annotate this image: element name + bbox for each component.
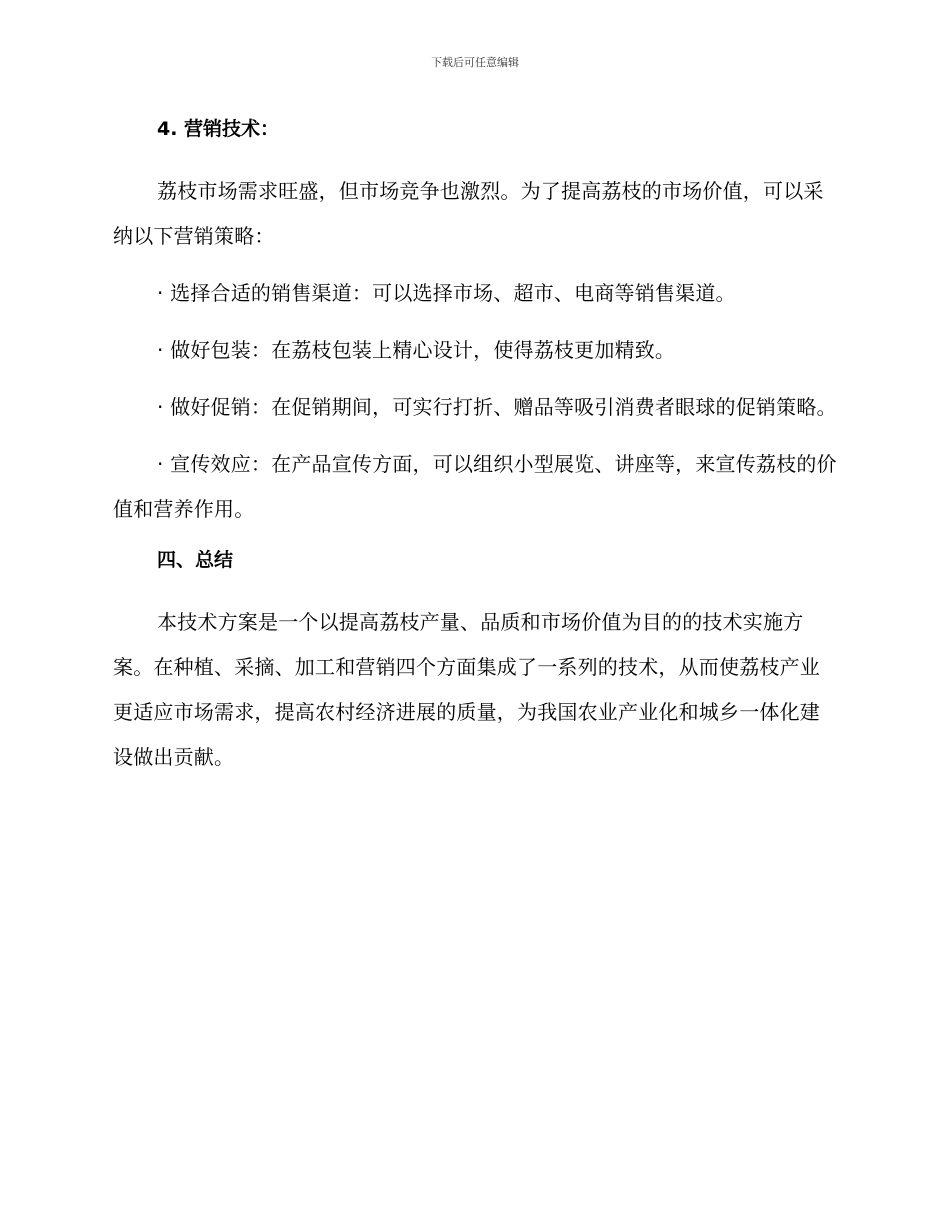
- marketing-heading: 4. 营销技术：: [157, 118, 280, 140]
- summary-body: 本技术方案是一个以提高荔枝产量、品质和市场价值为目的的技术实施方案。在种植、采摘、加工和营销四个方面集成了一系列的技术，从而使荔枝产业更适应市场需求，提高农村经济进展的质量，为我国农业产业化和城乡一体化建设做出贡献。: [113, 610, 820, 769]
- marketing-item-packaging: · 做好包装：在荔枝包装上精心设计，使得荔枝更加精致。: [157, 338, 676, 362]
- document-body: [113, 113, 837, 792]
- marketing-item-promotion: · 做好促销：在促销期间，可实行打折、赠品等吸引消费者眼球的促销策略。: [157, 395, 837, 419]
- marketing-intro: 荔枝市场需求旺盛，但市场竞争也激烈。为了提高荔枝的市场价值，可以采纳以下营销策略：: [113, 179, 824, 248]
- summary-heading: 四、总结: [157, 549, 234, 571]
- marketing-item-channels: · 选择合适的销售渠道：可以选择市场、超市、电商等销售渠道。: [157, 281, 736, 305]
- header-note: 下载后可任意编辑: [431, 56, 519, 69]
- marketing-item-publicity: · 宣传效应：在产品宣传方面，可以组织小型展览、讲座等，来宣传荔枝的价值和营养作用。: [113, 452, 837, 521]
